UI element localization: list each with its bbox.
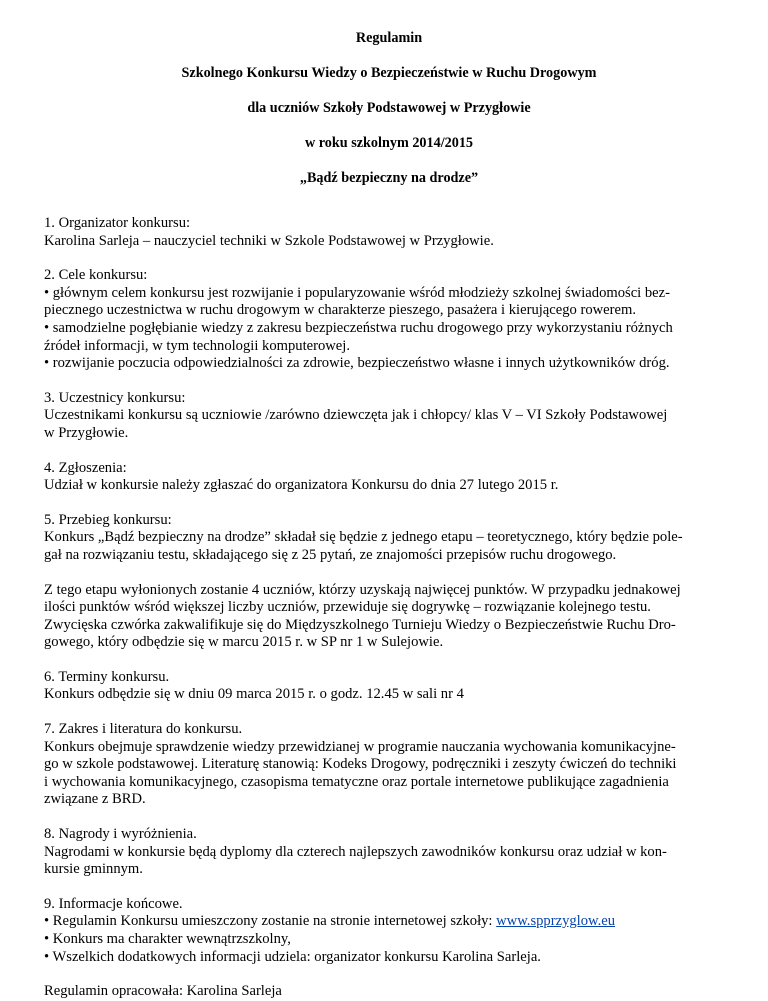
section-line: ilości punktów wśród większej liczby uczniów, przewiduje się dogrywkę – rozwiązanie kolejnego testu. [44,599,651,616]
document-body [44,215,734,1001]
section-line: związane z BRD. [44,791,146,808]
section-heading: 8. Nagrody i wyróżnienia. [44,826,197,843]
section-course-details [44,582,734,652]
section-line: • samodzielne pogłębianie wiedzy z zakresu bezpieczeństwa ruchu drogowego przy wykorzystaniu różnych [44,319,673,336]
document-subtitle-contest: Szkolnego Konkursu Wiedzy o Bezpieczeństwie w Ruchu Drogowym [181,65,597,81]
document-header [44,30,734,187]
section-registration [44,460,734,495]
section-heading: 6. Terminy konkursu. [44,668,170,685]
section-final-info [44,896,734,966]
section-organizer [44,215,734,250]
section-goals [44,267,734,373]
section-line: i wychowania komunikacyjnego, czasopisma tematyczne oraz portale internetowe publikujące zagadnienia [44,773,669,790]
document-title: Regulamin [355,30,423,46]
school-website-link[interactable]: www.spprzyglow.eu [496,913,616,930]
document-motto: „Bądź bezpieczny na drodze” [299,170,479,186]
section-line: Karolina Sarleja – nauczyciel techniki w Szkole Podstawowej w Przygłowie. [44,232,494,249]
section-line: źródeł informacji, w tym technologii komputerowej. [44,337,350,354]
section-heading: 4. Zgłoszenia: [44,459,127,476]
section-line: go w szkole podstawowej. Literaturę stanowią: Kodeks Drogowy, podręczniki i zeszyty ćwiczeń do techniki [44,756,677,773]
document-subtitle-school: dla uczniów Szkoły Podstawowej w Przygłowie [247,100,531,116]
section-heading: 5. Przebieg konkursu: [44,511,172,528]
section-line: Konkurs odbędzie się w dniu 09 marca 2015 r. o godz. 12.45 w sali nr 4 [44,686,464,703]
section-heading: 7. Zakres i literatura do konkursu. [44,721,243,738]
section-line: Uczestnikami konkursu są uczniowie /zarówno dziewczęta jak i chłopcy/ klas V – VI Szkoły Podstawowej [44,407,668,424]
section-line: w Przygłowie. [44,424,129,441]
section-line: gał na rozwiązaniu testu, składającego się z 25 pytań, ze znajomości przepisów ruchu drogowego. [44,546,617,563]
section-line: kursie gminnym. [44,861,143,878]
section-heading: 1. Organizator konkursu: [44,215,191,231]
section-line: gowego, który odbędzie się w marcu 2015 r. w SP nr 1 w Sulejowie. [44,634,444,651]
section-line: • Konkurs ma charakter wewnątrzszkolny, [44,931,291,947]
document-subtitle-year: w roku szkolnym 2014/2015 [304,135,474,151]
section-scope [44,721,734,809]
section-dates [44,669,734,704]
section-line: • Wszelkich dodatkowych informacji udziela: organizator konkursu Karolina Sarleja. [44,948,541,965]
section-line: piecznego uczestnictwa w ruchu drogowym w charakterze pieszego, pasażera i kierującego rowerem. [44,302,636,319]
section-line: Konkurs obejmuje sprawdzenie wiedzy przewidzianej w programie nauczania wychowania komunikacyjne- [44,738,676,755]
section-heading: 9. Informacje końcowe. [44,895,183,912]
section-heading: 3. Uczestnicy konkursu: [44,389,186,406]
section-course [44,512,734,565]
section-line: Z tego etapu wyłonionych zostanie 4 uczniów, którzy uzyskają najwięcej punktów. W przypadku jednakowej [44,581,681,598]
section-heading: 2. Cele konkursu: [44,267,148,284]
section-line: • rozwijanie poczucia odpowiedzialności za zdrowie, bezpieczeństwo własne i innych użytkowników dróg. [44,355,670,372]
section-participants [44,390,734,443]
section-line-prefix: • Regulamin Konkursu umieszczony zostanie na stronie internetowej szkoły: [44,913,497,930]
section-line: Udział w konkursie należy zgłaszać do organizatora Konkursu do dnia 27 lutego 2015 r. [44,477,559,494]
section-line [44,913,734,931]
section-line: Zwycięska czwórka zakwalifikuje się do Międzyszkolnego Turnieju Wiedzy o Bezpieczeństwie Ruchu Dro- [44,616,676,633]
document-page [44,30,734,1001]
section-line: Nagrodami w konkursie będą dyplomy dla czterech najlepszych zawodników konkursu oraz udział w kon- [44,843,667,860]
section-line: • głównym celem konkursu jest rozwijanie i popularyzowanie wśród młodzieży szkolnej świadomości bez- [44,284,670,301]
document-signature: Regulamin opracowała: Karolina Sarleja [44,983,282,1000]
section-prizes [44,826,734,879]
section-line: Konkurs „Bądź bezpieczny na drodze” składał się będzie z jednego etapu – teoretycznego, który będzie pole- [44,529,683,546]
